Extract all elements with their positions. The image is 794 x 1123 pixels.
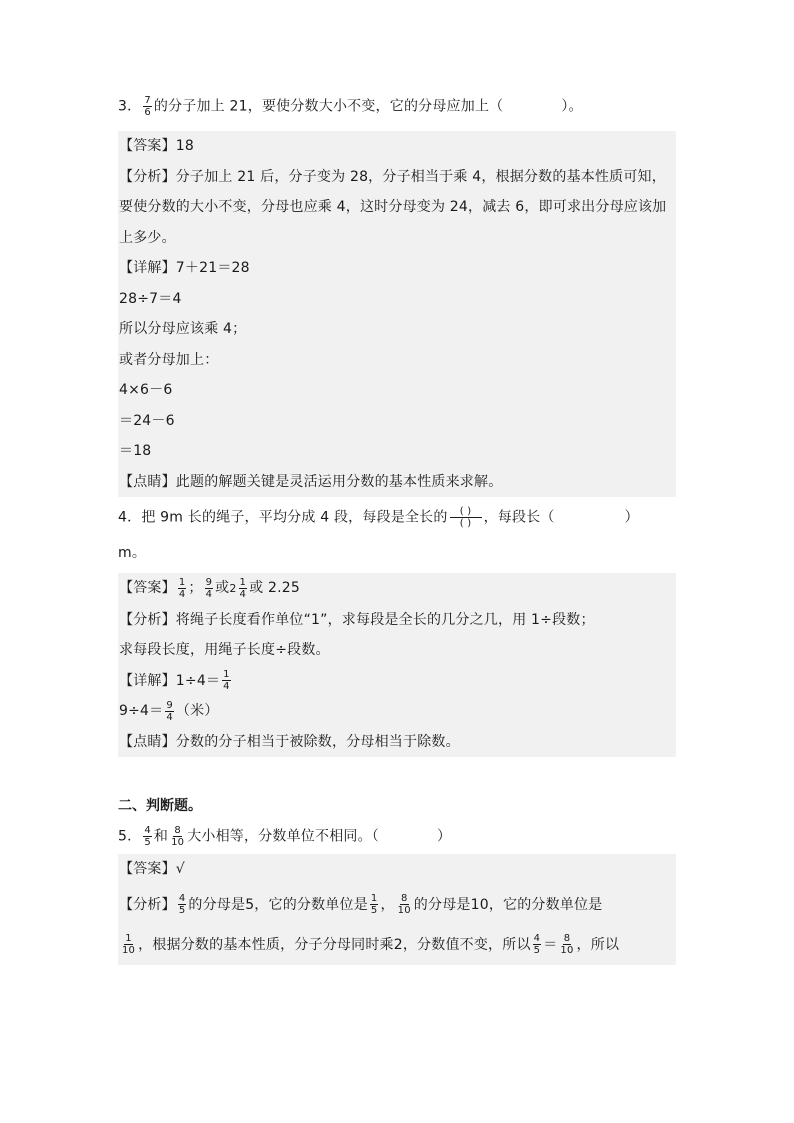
denominator: 5 bbox=[178, 905, 186, 916]
fraction bbox=[178, 577, 187, 600]
detail-line: 【详解】7＋21＝28 bbox=[119, 260, 250, 276]
detail-line: 28÷7＝4 bbox=[119, 290, 182, 307]
fraction bbox=[170, 825, 185, 848]
solution-block-4 bbox=[118, 573, 676, 757]
or-text: 或 2.25 bbox=[249, 580, 300, 596]
analysis-text: ，分数值不变，所以 bbox=[402, 936, 531, 953]
fraction bbox=[239, 577, 248, 600]
analysis-text: ，所以 bbox=[576, 936, 620, 953]
fraction bbox=[165, 700, 174, 723]
separator: ； bbox=[188, 580, 203, 596]
analysis-value: 2 bbox=[393, 936, 403, 953]
question-number: 3． bbox=[118, 98, 142, 115]
comment-line: 【点睛】此题的解题关键是灵活运用分数的基本性质来求解。 bbox=[119, 473, 503, 490]
denominator: 4 bbox=[166, 711, 173, 723]
fraction bbox=[222, 669, 231, 692]
solution-block-3 bbox=[118, 131, 676, 497]
question-text-end: ）。 bbox=[561, 98, 583, 115]
denominator: 4 bbox=[239, 588, 247, 600]
fraction bbox=[533, 933, 542, 956]
question-text: 大小相等，分数单位不相同。（ bbox=[187, 828, 380, 845]
comment-line: 【点睛】分数的分子相当于被除数，分母相当于除数。 bbox=[119, 733, 460, 750]
detail-line: ＝24－6 bbox=[119, 412, 175, 429]
denominator-blank: ( ) bbox=[459, 518, 472, 529]
analysis-text: ， bbox=[380, 896, 395, 913]
answer-line bbox=[118, 573, 676, 605]
mixed-whole: 2 bbox=[229, 582, 237, 595]
question-4 bbox=[118, 506, 676, 529]
question-text: 把 9m 长的绳子，平均分成 4 段，每段是全长的 bbox=[141, 509, 448, 526]
denominator: 10 bbox=[397, 905, 411, 916]
numerator: 1 bbox=[178, 576, 186, 588]
section-heading: 二、判断题。 bbox=[118, 798, 202, 814]
detail-line bbox=[118, 666, 676, 697]
analysis-value: 5 bbox=[245, 896, 255, 913]
question-4-unit: m。 bbox=[118, 545, 147, 561]
question-number: 5． bbox=[118, 828, 142, 845]
analysis-text: ，根据分数的基本性质，分子分母同时乘 bbox=[138, 936, 394, 953]
numerator: 4 bbox=[144, 825, 151, 836]
analysis-line: 【分析】将绳子长度看作单位“1”，求每段是全长的几分之几，用 1÷段数； bbox=[119, 611, 595, 628]
analysis-line bbox=[118, 925, 676, 965]
numerator: 1 bbox=[239, 576, 247, 588]
detail-line: 或者分母加上： bbox=[119, 351, 219, 368]
analysis-label: 【分析】 bbox=[119, 896, 176, 913]
denominator: 5 bbox=[370, 905, 378, 916]
and-text: 和 bbox=[153, 828, 169, 845]
denominator: 10 bbox=[122, 945, 136, 956]
question-text-end: ） bbox=[624, 509, 639, 526]
question-number: 4． bbox=[118, 509, 142, 526]
question-text: 的分子加上 21，要使分数大小不变，它的分母应加上（ bbox=[153, 98, 504, 115]
denominator: 6 bbox=[144, 107, 151, 118]
analysis-text: ，它的分数单位是 bbox=[254, 896, 368, 913]
detail-line bbox=[118, 696, 676, 727]
analysis-line bbox=[118, 885, 676, 925]
blank-fraction bbox=[450, 506, 482, 529]
analysis-value: 10 bbox=[470, 896, 489, 913]
question-3 bbox=[118, 95, 676, 118]
answer-line: 【答案】18 bbox=[119, 138, 195, 154]
question-text-end: ） bbox=[437, 828, 452, 845]
equals-sign: ＝ bbox=[543, 936, 558, 953]
fraction bbox=[121, 933, 136, 956]
detail-line: 所以分母应该乘 4； bbox=[119, 321, 247, 337]
detail-text: 【详解】1÷4＝ bbox=[119, 672, 221, 689]
answer-label: 【答案】 bbox=[119, 580, 176, 596]
fraction bbox=[178, 893, 187, 916]
analysis-line: 【分析】分子加上 21 后，分子变为 28，分子相当于乘 4，根据分数的基本性质可知，要使分数的大小不变，分母也应乘 4，这时分母变为 24，减去 6，即可求出分母应该加上多少。 bbox=[119, 168, 667, 246]
numerator: 8 bbox=[174, 825, 181, 836]
numerator: 8 bbox=[563, 933, 571, 944]
question-text: ，每段长（ bbox=[483, 509, 555, 526]
unit-text: （米） bbox=[175, 703, 219, 719]
numerator: 1 bbox=[370, 893, 378, 904]
denominator: 4 bbox=[223, 681, 230, 692]
fraction bbox=[559, 933, 574, 956]
numerator: 9 bbox=[205, 576, 213, 588]
denominator: 4 bbox=[205, 588, 213, 600]
fraction bbox=[397, 893, 412, 916]
question-5 bbox=[118, 825, 676, 848]
detail-line: 4×6－6 bbox=[119, 382, 173, 398]
detail-line: ＝18 bbox=[119, 443, 152, 459]
numerator: 1 bbox=[125, 933, 132, 944]
document-page bbox=[118, 95, 676, 965]
detail-text: 9÷4＝ bbox=[119, 703, 164, 719]
analysis-text: 的分母是 bbox=[413, 896, 471, 913]
denominator: 5 bbox=[533, 945, 541, 956]
numerator: 1 bbox=[223, 669, 230, 680]
solution-block-5 bbox=[118, 854, 676, 965]
analysis-text: ，它的分数单位是 bbox=[488, 896, 603, 913]
denominator: 10 bbox=[560, 945, 574, 956]
fraction bbox=[143, 95, 152, 118]
analysis-line: 求每段长度，用绳子长度÷段数。 bbox=[119, 642, 330, 658]
analysis-text: 的分母是 bbox=[188, 896, 246, 913]
numerator: 8 bbox=[400, 893, 408, 904]
numerator: 7 bbox=[144, 95, 151, 106]
fraction bbox=[143, 825, 152, 848]
denominator: 10 bbox=[171, 837, 185, 848]
fraction bbox=[370, 893, 379, 916]
fraction bbox=[205, 577, 214, 600]
denominator: 4 bbox=[178, 588, 186, 600]
denominator: 5 bbox=[144, 837, 151, 848]
numerator: 4 bbox=[178, 893, 186, 904]
answer-line: 【答案】√ bbox=[119, 861, 185, 877]
numerator: 4 bbox=[533, 933, 541, 944]
or-text: 或 bbox=[215, 580, 230, 596]
numerator-blank: ( ) bbox=[450, 506, 482, 518]
numerator: 9 bbox=[166, 699, 173, 711]
